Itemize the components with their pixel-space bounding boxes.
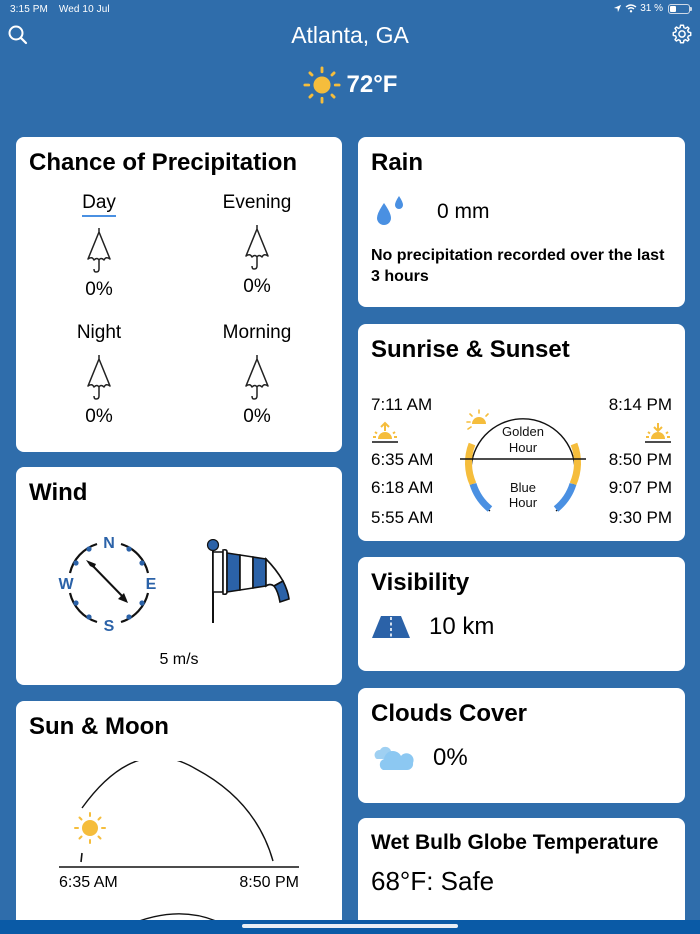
precip-period-evening[interactable]: [197, 192, 317, 298]
wbgt-card[interactable]: [358, 818, 685, 934]
clouds-cover-card[interactable]: [358, 688, 685, 803]
sunrise-sunset-card[interactable]: [358, 324, 685, 541]
precip-value: 0%: [85, 279, 113, 300]
visibility-row: [371, 613, 672, 641]
location-arrow-icon: [613, 4, 622, 13]
golden-blue-hour-dial: [458, 406, 588, 526]
home-indicator[interactable]: [242, 924, 458, 928]
rain-row: [371, 195, 672, 229]
battery-icon: [668, 4, 690, 14]
left-time-4: 5:55 AM: [371, 508, 434, 527]
precip-value: 0%: [85, 406, 113, 427]
settings-button[interactable]: [671, 23, 693, 45]
precip-period-day[interactable]: [39, 192, 159, 301]
card-title: Wet Bulb Globe Temperature: [371, 831, 659, 854]
status-bar: [0, 0, 700, 20]
status-right: [613, 3, 690, 14]
cloud-icon: [371, 745, 415, 771]
gear-icon: [671, 23, 693, 45]
sunset-icon: [644, 421, 672, 445]
golden-hour-label-2: Hour: [508, 440, 538, 455]
precip-label: Day: [82, 192, 116, 217]
status-date: Wed 10 Jul: [58, 4, 110, 15]
visibility-value: 10 km: [429, 613, 495, 640]
precip-label: Night: [76, 322, 122, 343]
left-time-1: 7:11 AM: [371, 395, 433, 414]
compass-s: S: [103, 618, 115, 631]
closed-umbrella-icon: [242, 224, 272, 270]
precip-value: 0%: [243, 406, 271, 427]
card-title: Wind: [29, 479, 88, 506]
card-title: Sunrise & Sunset: [371, 336, 570, 363]
compass-w: W: [58, 576, 74, 593]
compass-n: N: [103, 535, 115, 552]
closed-umbrella-icon: [84, 227, 114, 273]
right-time-3: 9:07 PM: [608, 478, 672, 497]
precip-value: 0%: [243, 276, 271, 297]
sunrise-icon: [371, 421, 399, 445]
wind-speed: 5 m/s: [159, 651, 199, 668]
left-time-3: 6:18 AM: [371, 478, 434, 497]
blue-hour-label-1: Blue: [509, 480, 537, 495]
precip-period-night[interactable]: [39, 322, 159, 428]
wbgt-value: 68°F: Safe: [371, 866, 495, 896]
sun-moon-set-time: 8:50 PM: [239, 874, 299, 891]
rain-card[interactable]: [358, 137, 685, 307]
current-conditions: [0, 66, 700, 104]
clouds-value: 0%: [433, 744, 468, 771]
windsock-icon: [204, 539, 294, 629]
compass-e: E: [145, 576, 157, 593]
card-title: Chance of Precipitation: [29, 149, 298, 176]
clouds-row: [371, 744, 672, 772]
precipitation-card[interactable]: [16, 137, 342, 452]
right-time-1: 8:14 PM: [608, 395, 672, 414]
card-title: Visibility: [371, 569, 470, 596]
small-sun-icon: [467, 410, 488, 429]
battery-percent: 31 %: [640, 3, 663, 14]
blue-hour-label-2: Hour: [508, 495, 538, 510]
right-time-2: 8:50 PM: [608, 450, 672, 469]
sun-moon-card[interactable]: [16, 701, 342, 934]
rain-amount: 0 mm: [437, 200, 490, 223]
city-title: Atlanta, GA: [291, 22, 409, 48]
sun-moon-rise-time: 6:35 AM: [59, 874, 118, 891]
visibility-card[interactable]: [358, 557, 685, 671]
compass-icon: [54, 535, 164, 631]
card-title: Clouds Cover: [371, 700, 528, 727]
wifi-icon: [625, 4, 637, 13]
closed-umbrella-icon: [84, 354, 114, 400]
right-time-4: 9:30 PM: [608, 508, 672, 527]
sun-path-chart: [16, 761, 342, 934]
left-time-2: 6:35 AM: [371, 450, 434, 469]
golden-hour-label-1: Golden: [502, 424, 544, 439]
sun-icon: [75, 813, 105, 843]
precip-period-morning[interactable]: [197, 322, 317, 428]
sun-icon: [303, 66, 341, 104]
rain-note: No precipitation recorded over the last 3 hours: [371, 247, 665, 285]
status-time: 3:15 PM: [10, 4, 48, 15]
card-title: Sun & Moon: [29, 713, 169, 740]
road-icon: [371, 615, 411, 639]
precip-label: Morning: [222, 322, 292, 343]
card-title: Rain: [371, 149, 424, 176]
raindrops-icon: [371, 195, 411, 229]
status-left: [10, 4, 110, 15]
wind-card[interactable]: [16, 467, 342, 685]
current-temperature: 72°F: [346, 71, 398, 98]
closed-umbrella-icon: [242, 354, 272, 400]
precip-label: Evening: [222, 192, 292, 213]
